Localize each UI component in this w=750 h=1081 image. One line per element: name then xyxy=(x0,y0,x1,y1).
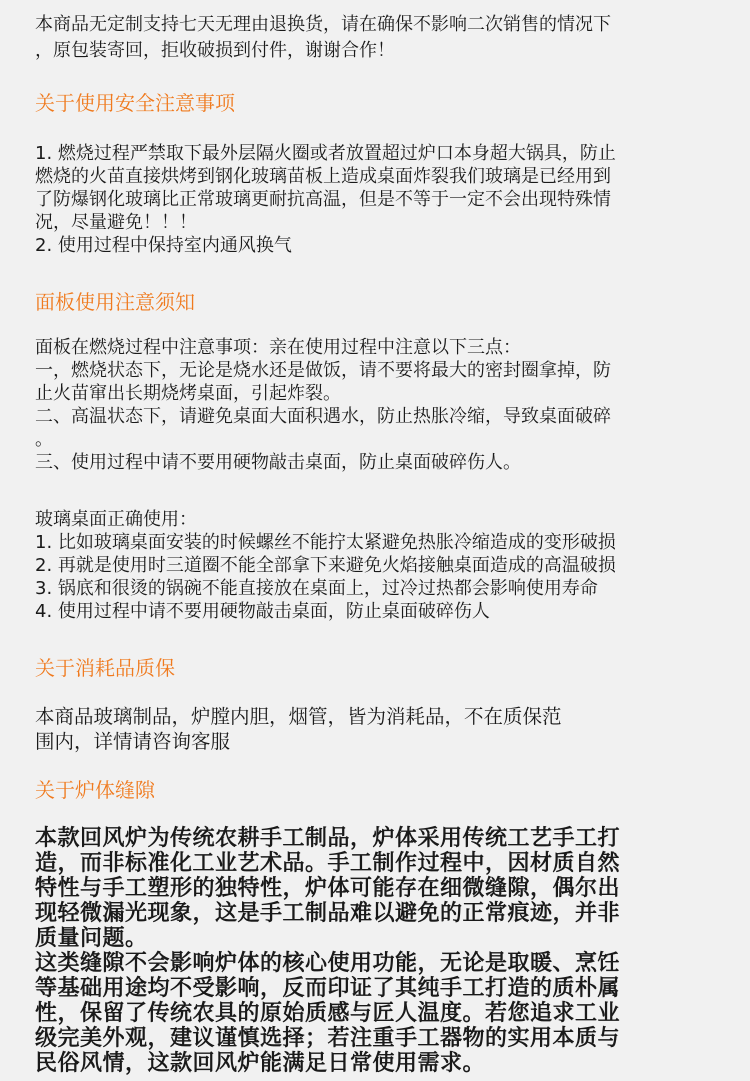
text-line: 况，尽量避免！！！ xyxy=(35,212,197,233)
text-line: 燃烧的火苗直接烘烤到钢化玻璃苗板上造成桌面炸裂我们玻璃是已经用到 xyxy=(35,166,611,187)
gaps-notes xyxy=(35,826,725,1076)
text-line: 级完美外观，建议谨慎选择；若注重手工器物的实用本质与 xyxy=(35,1026,621,1051)
text-line: 本商品玻璃制品，炉膛内胆，烟管，皆为消耗品，不在质保范 xyxy=(35,705,562,728)
text-line: 特性与手工塑形的独特性，炉体可能存在细微缝隙，偶尔出 xyxy=(35,876,621,901)
text-line: 2. 使用过程中保持室内通风换气 xyxy=(35,235,292,256)
text-line: 三、使用过程中请不要用硬物敲击桌面，防止桌面破碎伤人。 xyxy=(35,452,521,473)
text-line: 1. 燃烧过程严禁取下最外层隔火圈或者放置超过炉口本身超大锅具，防止 xyxy=(35,143,616,164)
text-line: 围内，详情请咨询客服 xyxy=(35,730,231,753)
text-line: 性，保留了传统农具的原始质感与匠人温度。若您追求工业 xyxy=(35,1001,621,1026)
text-line: 一，燃烧状态下，无论是烧水还是做饭，请不要将最大的密封圈拿掉，防 xyxy=(35,360,611,381)
section-heading-gaps: 关于炉体缝隙 xyxy=(35,778,155,802)
text-line: 等基础用途均不受影响，反而印证了其纯手工打造的质朴属 xyxy=(35,976,621,1001)
text-line: 4. 使用过程中请不要用硬物敲击桌面，防止桌面破碎伤人 xyxy=(35,601,490,622)
text-line: 1. 比如玻璃桌面安装的时候螺丝不能拧太紧避免热胀冷缩造成的变形破损 xyxy=(35,532,616,553)
text-line: 了防爆钢化玻璃比正常玻璃更耐抗高温，但是不等于一定不会出现特殊情 xyxy=(35,189,611,210)
text-line: 。 xyxy=(35,429,53,450)
text-line: 本款回风炉为传统农耕手工制品，炉体采用传统工艺手工打 xyxy=(35,826,621,851)
text-line: 质量问题。 xyxy=(35,926,148,951)
text-line: 止火苗窜出长期烧烤桌面，引起炸裂。 xyxy=(35,383,341,404)
text-line: 现轻微漏光现象，这是手工制品难以避免的正常痕迹，并非 xyxy=(35,901,621,926)
section-heading-panel: 面板使用注意须知 xyxy=(35,290,195,314)
text-line: ，原包装寄回，拒收破损到付件，谢谢合作！ xyxy=(35,40,395,61)
text-line: 二、高温状态下，请避免桌面大面积遇水，防止热胀冷缩，导致桌面破碎 xyxy=(35,406,611,427)
panel-notes xyxy=(35,336,725,474)
return-policy-text xyxy=(35,13,725,62)
consumables-notes xyxy=(35,704,725,754)
safety-notes xyxy=(35,142,725,257)
text-line: 2. 再就是使用时三道圈不能全部拿下来避免火焰接触桌面造成的高温破损 xyxy=(35,555,616,576)
section-heading-safety: 关于使用安全注意事项 xyxy=(35,91,235,115)
section-heading-consumables: 关于消耗品质保 xyxy=(35,656,175,680)
text-line: 造，而非标准化工业艺术品。手工制作过程中，因材质自然 xyxy=(35,851,621,876)
text-line: 民俗风情，这款回风炉能满足日常使用需求。 xyxy=(35,1051,486,1076)
glass-usage-notes xyxy=(35,508,725,623)
text-line: 面板在燃烧过程中注意事项：亲在使用过程中注意以下三点： xyxy=(35,337,521,358)
text-line: 3. 锅底和很烫的锅碗不能直接放在桌面上，过冷过热都会影响使用寿命 xyxy=(35,578,598,599)
text-line: 这类缝隙不会影响炉体的核心使用功能，无论是取暖、烹饪 xyxy=(35,951,621,976)
text-line: 本商品无定制支持七天无理由退换货，请在确保不影响二次销售的情况下 xyxy=(35,14,611,35)
text-line: 玻璃桌面正确使用： xyxy=(35,509,197,530)
